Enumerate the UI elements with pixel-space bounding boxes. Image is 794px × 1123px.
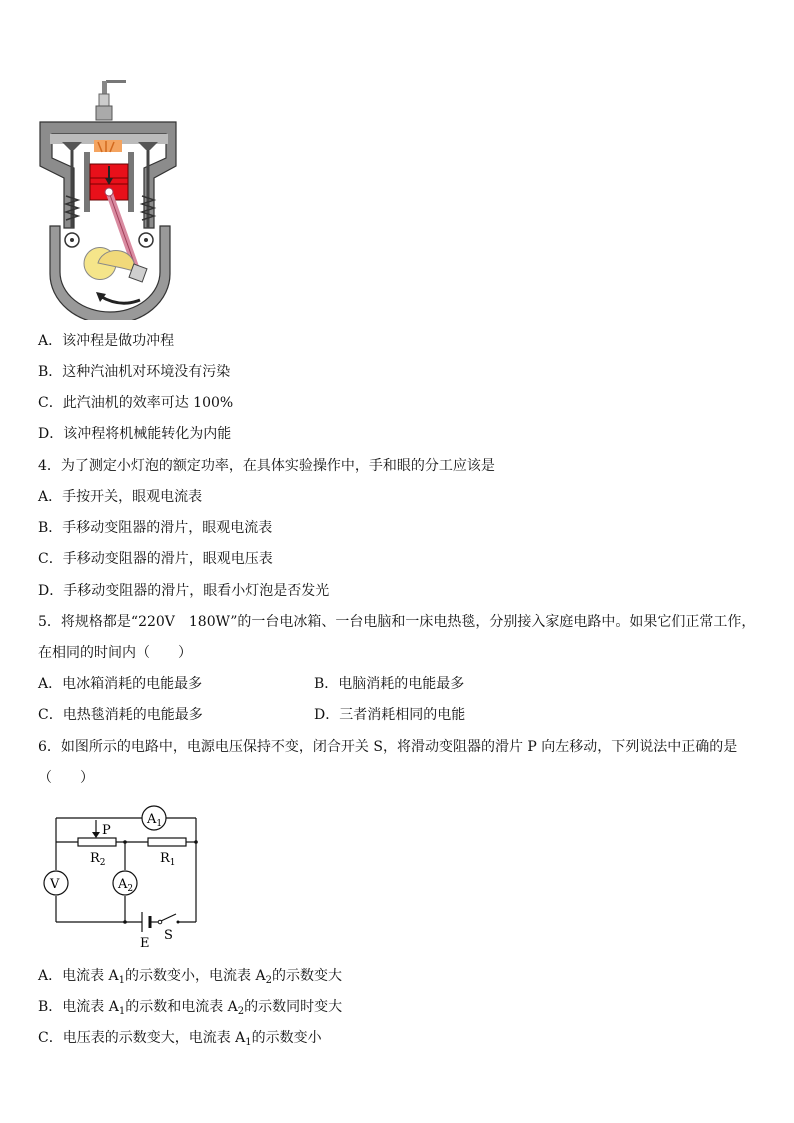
circuit-diagram: [38, 804, 208, 952]
q5-stem-line1: 5．将规格都是“220V 180W”的一台电冰箱、一台电脑和一床电热毯，分别接入家庭电路中。如果它们正常工作，: [38, 614, 756, 630]
resistor-r2: [78, 838, 116, 846]
q5-option-d: D．三者消耗相同的电能: [314, 707, 466, 723]
slider-arrow-icon: [92, 832, 100, 838]
switch-label: S: [164, 928, 173, 943]
q5-option-a: A．电冰箱消耗的电能最多: [38, 676, 203, 692]
q5-option-c: C．电热毯消耗的电能最多: [38, 707, 203, 723]
q5-stem-line2: 在相同的时间内（ ）: [38, 645, 192, 661]
q6-stem-line2: （ ）: [38, 770, 94, 786]
q4-option-a: A．手按开关，眼观电流表: [38, 489, 203, 505]
q3-option-a: A．该冲程是做功冲程: [38, 333, 175, 349]
q4-option-c: C．手移动变阻器的滑片，眼观电压表: [38, 551, 273, 567]
q3-option-c: C．此汽油机的效率可达 100%: [38, 395, 234, 411]
r1-label: $R_1$: [160, 851, 176, 868]
q3-option-b: B．这种汽油机对环境没有污染: [38, 364, 231, 380]
engine-diagram: [36, 78, 186, 320]
q6-option-a: A．电流表 $A_1$的示数变小，电流表 $A_2$的示数变大: [38, 968, 342, 986]
spark-burst: [94, 140, 122, 152]
q4-stem: 4．为了测定小灯泡的额定功率，在具体实验操作中，手和眼的分工应该是: [38, 458, 495, 474]
q6-option-c: C．电压表的示数变大，电流表 $A_1$的示数变小: [38, 1030, 322, 1048]
slider-label: P: [102, 823, 111, 838]
switch-lever: [161, 914, 176, 921]
svg-text:A1: $A_1$: [147, 812, 163, 829]
resistor-r1: [148, 838, 186, 846]
q6-stem-line1: 6．如图所示的电路中，电源电压保持不变，闭合开关 S，将滑动变阻器的滑片 P 向左移动，下列说法中正确的是: [38, 739, 738, 755]
r2-label: $R_2$: [90, 851, 106, 868]
svg-text:V: V: [50, 877, 60, 892]
q3-option-d: D．该冲程将机械能转化为内能: [38, 426, 232, 442]
q4-option-d: D．手移动变阻器的滑片，眼看小灯泡是否发光: [38, 583, 330, 599]
q4-option-b: B．手移动变阻器的滑片，眼观电流表: [38, 520, 273, 536]
battery-label: E: [140, 936, 150, 951]
svg-text:A2: $A_2$: [118, 877, 134, 894]
q5-option-b: B．电脑消耗的电能最多: [314, 676, 465, 692]
q6-option-b: B．电流表 $A_1$的示数和电流表 $A_2$的示数同时变大: [38, 999, 343, 1017]
